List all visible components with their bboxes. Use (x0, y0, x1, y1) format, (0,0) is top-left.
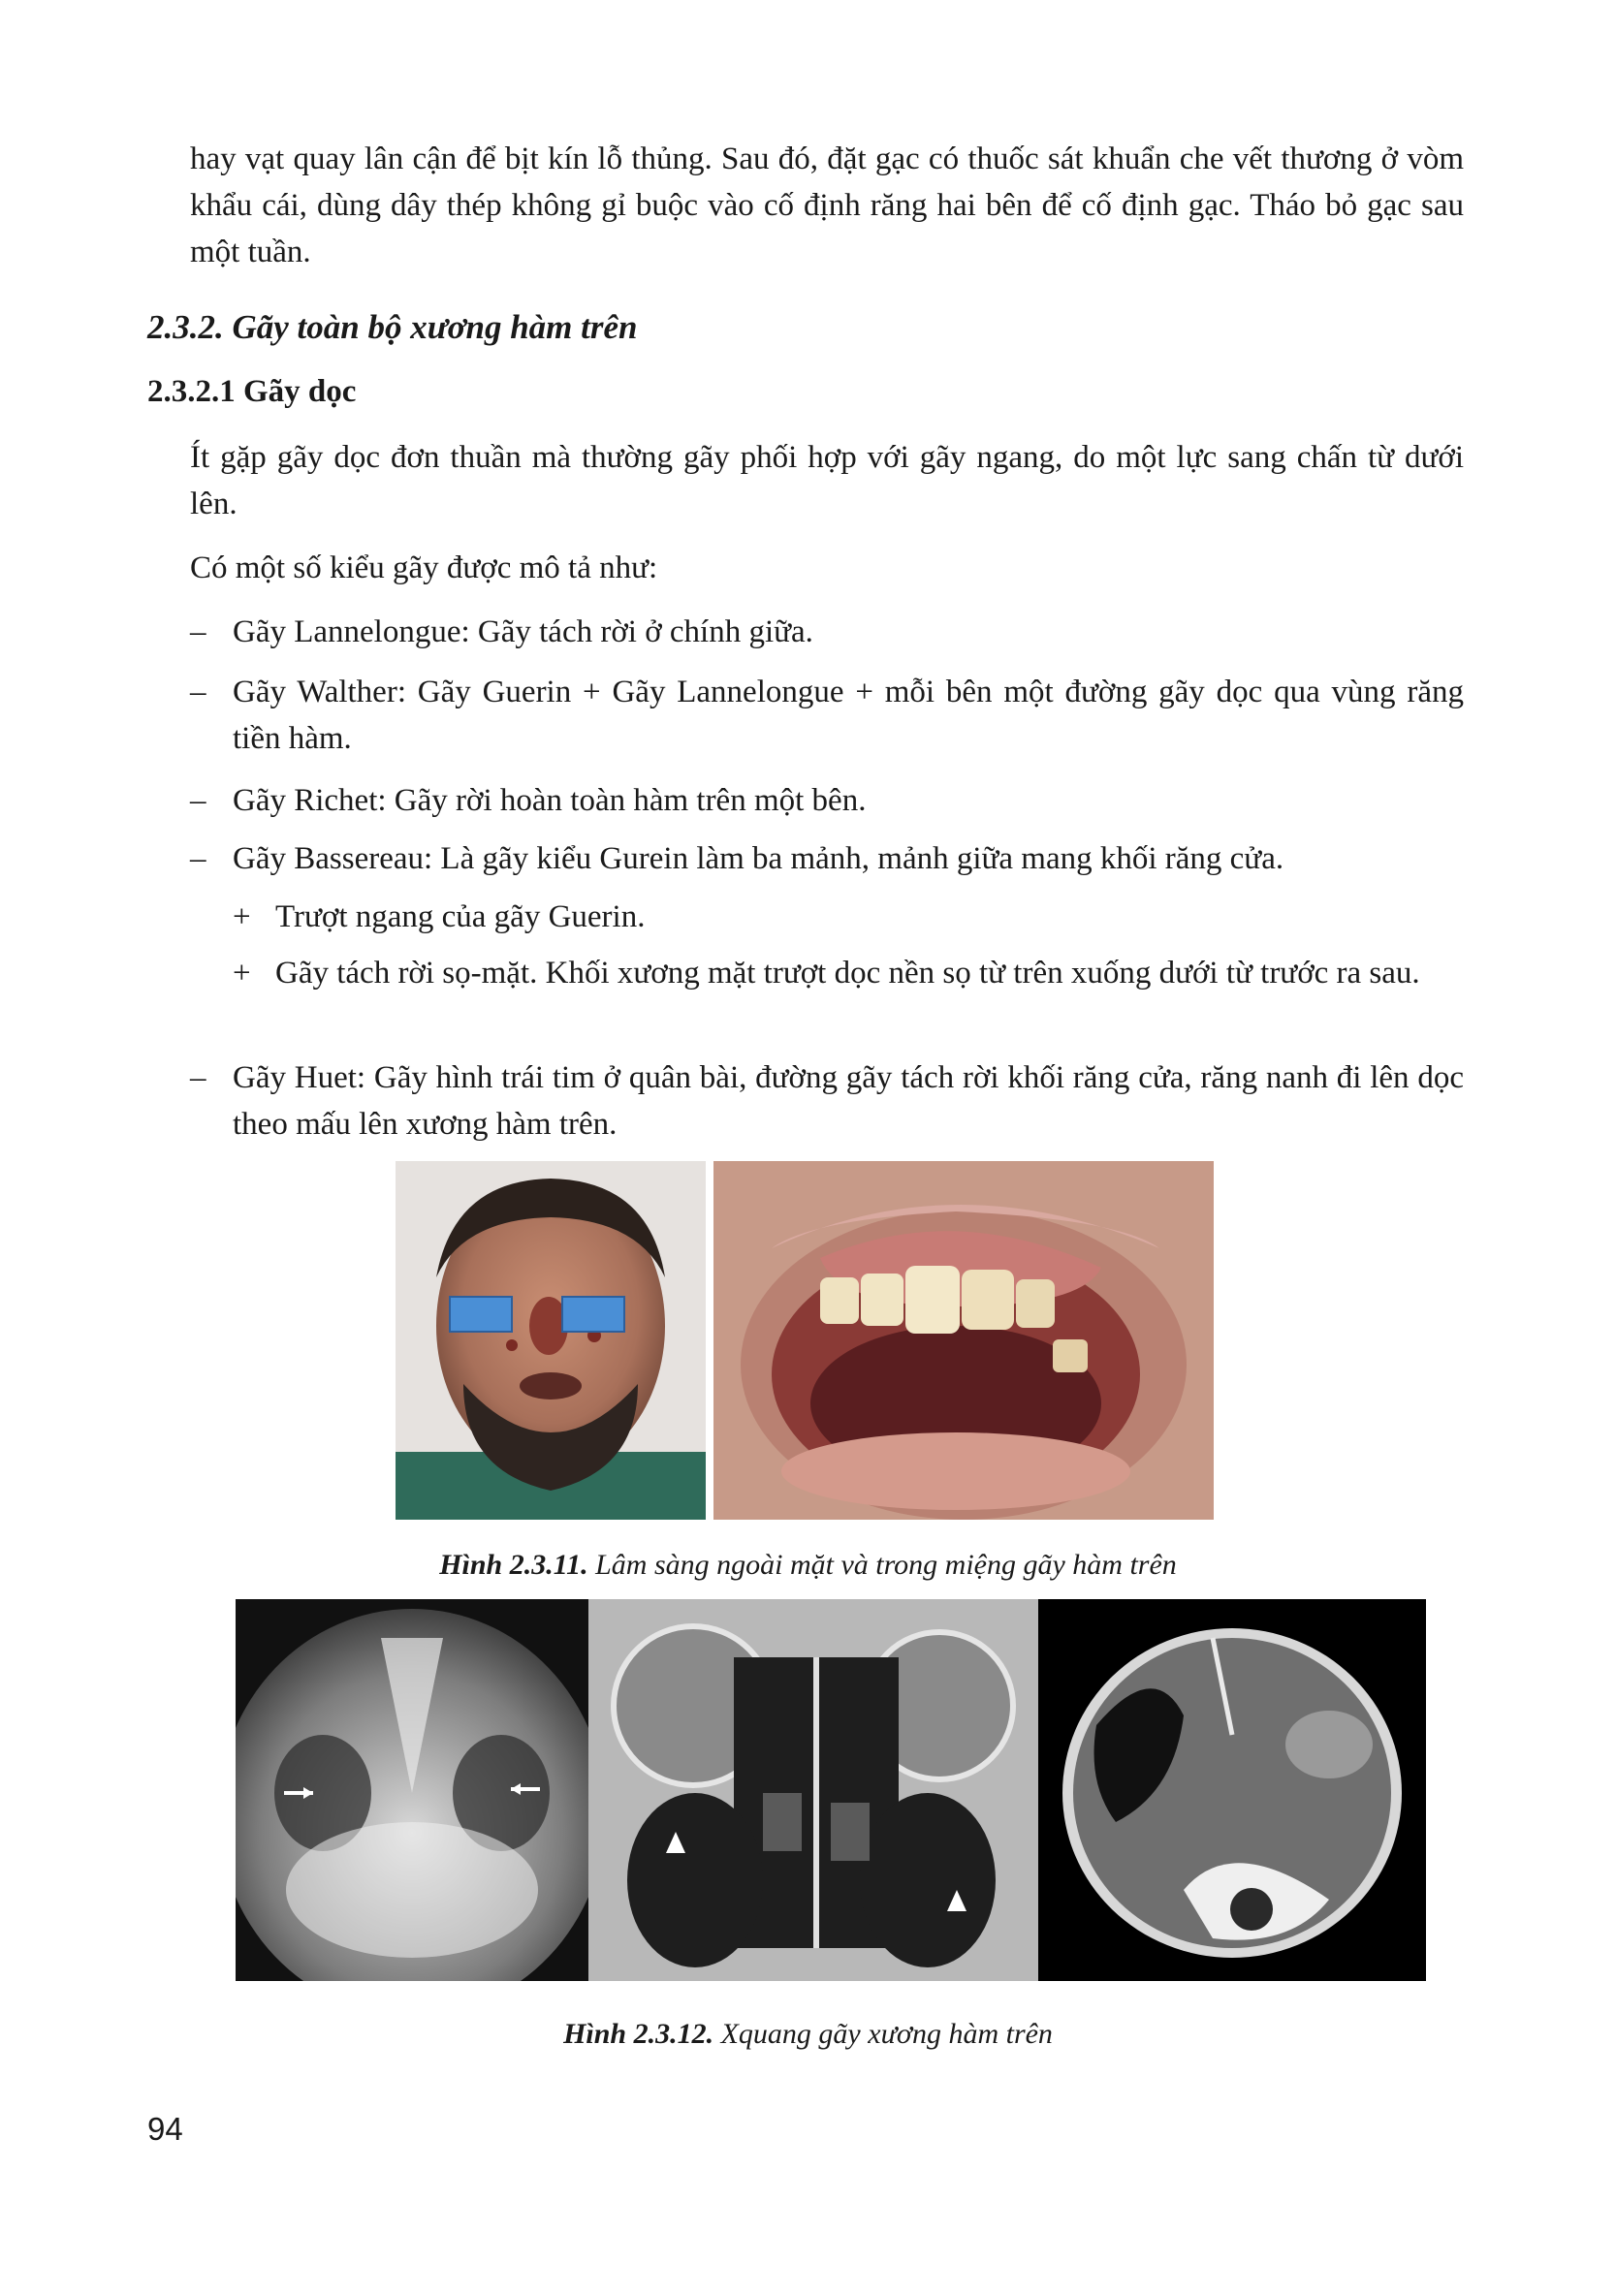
list-item-text: Gãy Lannelongue: Gãy tách rời ở chính giữa. (233, 614, 813, 649)
list-marker: – (190, 783, 206, 818)
figure-1-label: Hình 2.3.11. (439, 1549, 588, 1581)
sub-list-item (190, 950, 1464, 996)
list-item-text: Gãy tách rời sọ-mặt. Khối xương mặt trượt dọc nền sọ từ trên xuống dưới từ trước ra sau. (275, 956, 1420, 991)
figure-1-caption (0, 1549, 1616, 1582)
list-item-text: Trượt ngang của gãy Guerin. (275, 899, 646, 934)
list-item-text: Gãy Walther: Gãy Guerin + Gãy Lannelongue + mỗi bên một đường gãy dọc qua vùng răng tiền hàm. (233, 675, 1464, 756)
subsection-heading: 2.3.2.1 Gãy dọc (147, 374, 357, 409)
section-heading: 2.3.2. Gãy toàn bộ xương hàm trên (147, 308, 638, 346)
list-item-text: Gãy Bassereau: Là gãy kiểu Gurein làm ba mảnh, mảnh giữa mang khối răng cửa. (233, 841, 1284, 876)
list-marker: – (190, 614, 206, 649)
ct-coronal-image (588, 1599, 1038, 1981)
page-number: 94 (147, 2111, 183, 2147)
ct-axial-image (1038, 1599, 1426, 1981)
list-marker: + (233, 899, 251, 934)
clinical-face-photo (396, 1161, 706, 1520)
figure-1-caption-text: Lâm sàng ngoài mặt và trong miệng gãy hàm trên (595, 1549, 1177, 1581)
figure-2-label: Hình 2.3.12. (563, 2018, 714, 2050)
list-item (190, 1054, 1464, 1148)
list-item (190, 777, 1464, 824)
list-item (190, 609, 1464, 655)
xray-image-1 (236, 1599, 588, 1981)
list-marker: + (233, 956, 251, 991)
intraoral-photo (713, 1161, 1214, 1520)
list-marker: – (190, 675, 206, 709)
paragraph-2: Có một số kiểu gãy được mô tả như: (190, 550, 658, 585)
list-item-text: Gãy Richet: Gãy rời hoàn toàn hàm trên một bên. (233, 783, 867, 818)
list-item-text: Gãy Huet: Gãy hình trái tim ở quân bài, đường gãy tách rời khối răng cửa, răng nanh đi lên dọc theo mấu lên xương hàm trên. (233, 1060, 1464, 1142)
list-marker: – (190, 841, 206, 876)
paragraph-1: Ít gặp gãy dọc đơn thuần mà thường gãy phối hợp với gãy ngang, do một lực sang chấn từ dưới lên. (190, 440, 1464, 521)
intro-paragraph: hay vạt quay lân cận để bịt kín lỗ thủng. Sau đó, đặt gạc có thuốc sát khuẩn che vết thương ở vòm khẩu cái, dùng dây thép không gỉ buộc vào cố định răng hai bên để cố định gạc. Tháo bỏ gạc sau một tuần. (190, 142, 1464, 269)
list-marker: – (190, 1060, 206, 1095)
figure-2-caption (0, 2018, 1616, 2051)
list-item (190, 669, 1464, 762)
list-item (190, 835, 1464, 882)
sub-list-item (190, 894, 1464, 940)
figure-2-caption-text: Xquang gãy xương hàm trên (720, 2018, 1053, 2050)
